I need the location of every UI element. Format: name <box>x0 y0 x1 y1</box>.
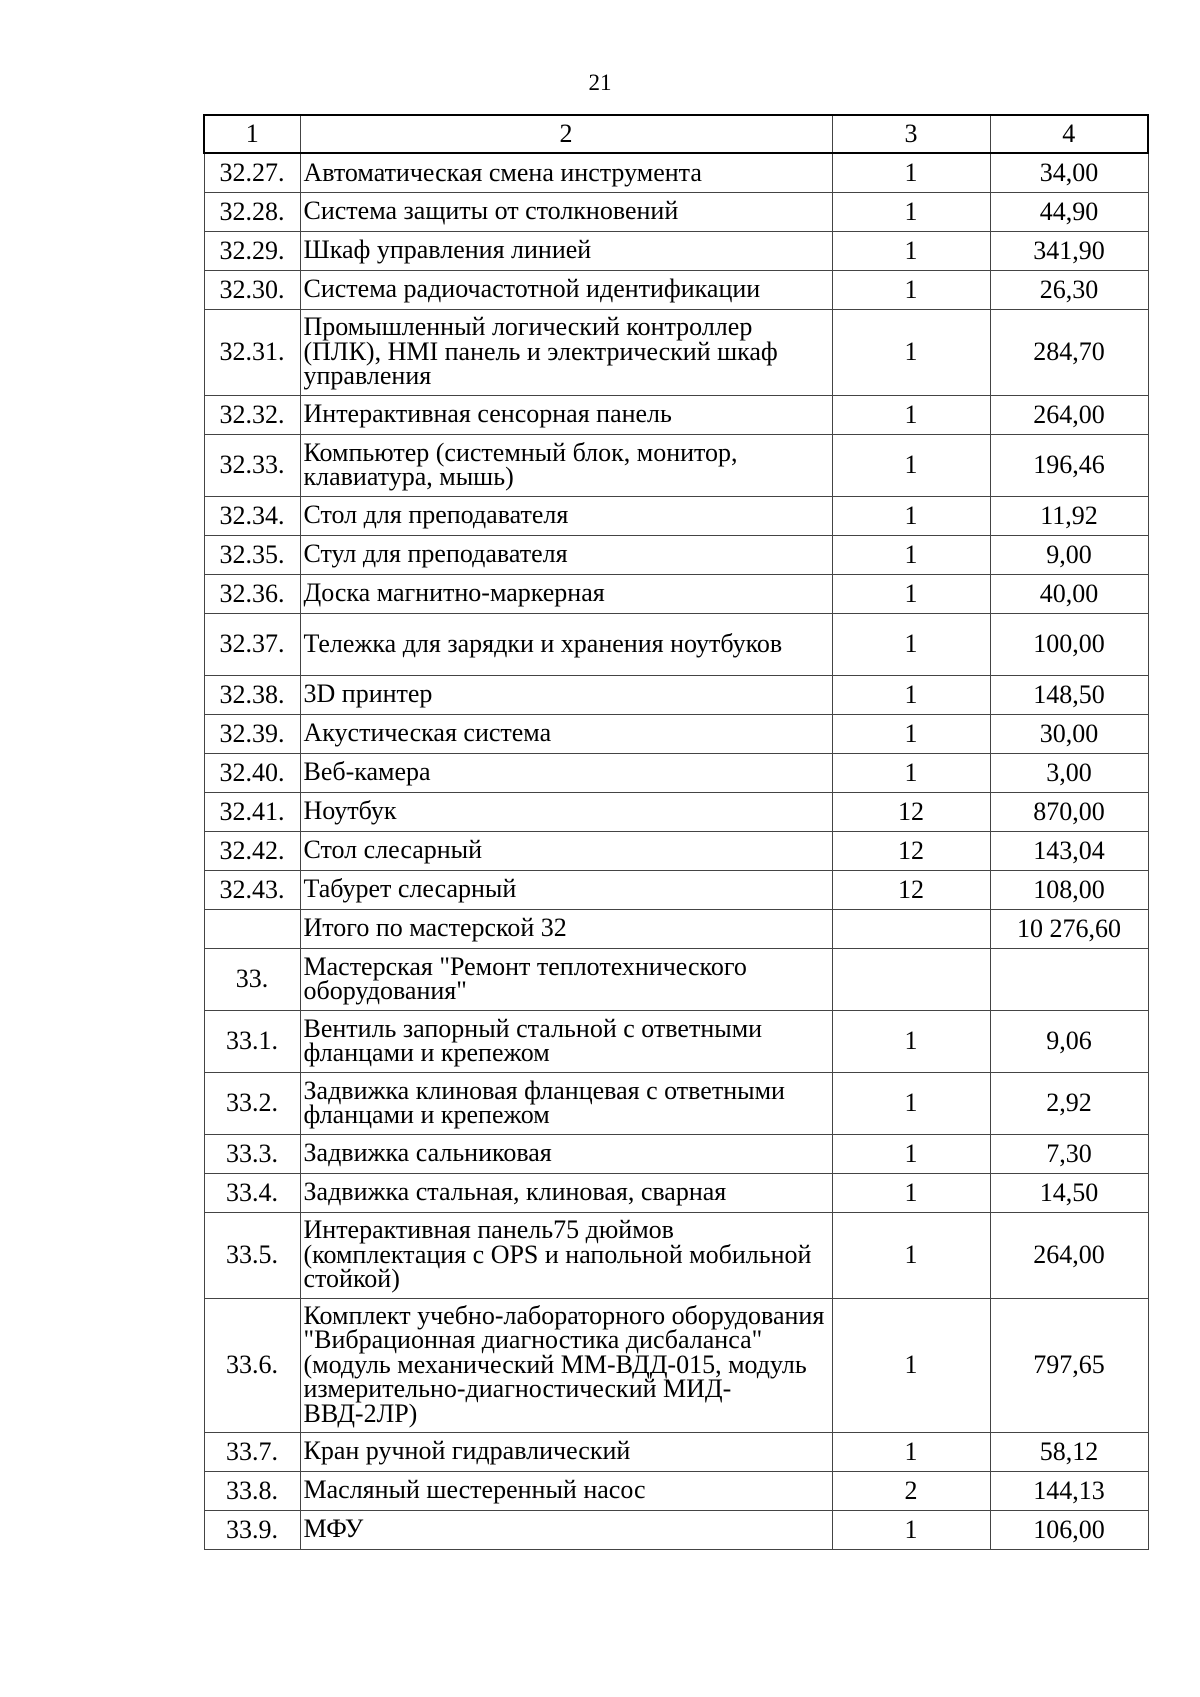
row-quantity: 1 <box>832 613 990 675</box>
row-quantity: 1 <box>832 153 990 192</box>
row-quantity: 1 <box>832 192 990 231</box>
table-row <box>204 675 1148 714</box>
row-number: 33.4. <box>204 1173 300 1212</box>
row-quantity: 1 <box>832 753 990 792</box>
row-quantity: 1 <box>832 1212 990 1298</box>
row-number: 32.35. <box>204 535 300 574</box>
row-name: Кран ручной гидравлический <box>300 1432 832 1471</box>
row-name: Вентиль запорный стальной с ответными фланцами и крепежом <box>300 1010 832 1072</box>
row-name: Тележка для зарядки и хранения ноутбуков <box>300 613 832 675</box>
row-quantity: 1 <box>832 1134 990 1173</box>
row-number: 33.3. <box>204 1134 300 1173</box>
row-cost: 148,50 <box>990 675 1148 714</box>
row-name: Задвижка сальниковая <box>300 1134 832 1173</box>
row-quantity: 12 <box>832 831 990 870</box>
row-name: Промышленный логический контроллер (ПЛК), HMI панель и электрический шкаф управления <box>300 309 832 395</box>
table-row <box>204 309 1148 395</box>
row-cost: 44,90 <box>990 192 1148 231</box>
row-quantity: 1 <box>832 270 990 309</box>
row-name: Автоматическая смена инструмента <box>300 153 832 192</box>
row-cost: 3,00 <box>990 753 1148 792</box>
row-number: 33. <box>204 948 300 1010</box>
row-number: 33.6. <box>204 1298 300 1432</box>
row-number: 32.31. <box>204 309 300 395</box>
row-name: Мастерская "Ремонт теплотехнического оборудования" <box>300 948 832 1010</box>
row-cost: 11,92 <box>990 496 1148 535</box>
row-cost: 9,00 <box>990 535 1148 574</box>
row-quantity: 1 <box>832 1072 990 1134</box>
row-quantity: 1 <box>832 535 990 574</box>
row-number: 32.40. <box>204 753 300 792</box>
row-number: 32.36. <box>204 574 300 613</box>
row-quantity: 1 <box>832 574 990 613</box>
row-number: 32.41. <box>204 792 300 831</box>
table-row <box>204 792 1148 831</box>
table-row <box>204 153 1148 192</box>
table-row <box>204 1072 1148 1134</box>
row-name: Стол для преподавателя <box>300 496 832 535</box>
table-row <box>204 948 1148 1010</box>
row-number: 32.39. <box>204 714 300 753</box>
row-quantity: 12 <box>832 870 990 909</box>
row-number: 33.7. <box>204 1432 300 1471</box>
table-row <box>204 1298 1148 1432</box>
table-row <box>204 1510 1148 1549</box>
row-cost: 9,06 <box>990 1010 1148 1072</box>
row-quantity: 2 <box>832 1471 990 1510</box>
table-row <box>204 909 1148 948</box>
column-header-3: 3 <box>832 115 990 153</box>
row-cost: 40,00 <box>990 574 1148 613</box>
row-quantity: 1 <box>832 1010 990 1072</box>
table-row <box>204 1432 1148 1471</box>
table-row <box>204 1010 1148 1072</box>
row-name: Итого по мастерской 32 <box>300 909 832 948</box>
row-name: Задвижка стальная, клиновая, сварная <box>300 1173 832 1212</box>
row-cost: 34,00 <box>990 153 1148 192</box>
row-name: Комплект учебно-лабораторного оборудования "Вибрационная диагностика дисбаланса" (модуль механический ММ-ВДД-015, модуль измерительно-диагностический МИД-ВВД-2ЛР) <box>300 1298 832 1432</box>
row-name: Доска магнитно-маркерная <box>300 574 832 613</box>
table-row <box>204 870 1148 909</box>
row-quantity: 1 <box>832 231 990 270</box>
row-number: 32.38. <box>204 675 300 714</box>
row-number: 32.32. <box>204 395 300 434</box>
row-quantity: 1 <box>832 675 990 714</box>
row-name: Система радиочастотной идентификации <box>300 270 832 309</box>
row-name: Стул для преподавателя <box>300 535 832 574</box>
row-name: 3D принтер <box>300 675 832 714</box>
row-name: Интерактивная панель75 дюймов (комплектация с OPS и напольной мобильной стойкой) <box>300 1212 832 1298</box>
row-cost: 144,13 <box>990 1471 1148 1510</box>
row-cost: 100,00 <box>990 613 1148 675</box>
row-quantity: 1 <box>832 309 990 395</box>
row-number: 33.5. <box>204 1212 300 1298</box>
table-row <box>204 535 1148 574</box>
table-row <box>204 613 1148 675</box>
row-number: 33.8. <box>204 1471 300 1510</box>
row-cost: 10 276,60 <box>990 909 1148 948</box>
row-quantity: 1 <box>832 496 990 535</box>
row-name: Стол слесарный <box>300 831 832 870</box>
row-name: Масляный шестеренный насос <box>300 1471 832 1510</box>
row-cost: 106,00 <box>990 1510 1148 1549</box>
row-number: 33.2. <box>204 1072 300 1134</box>
row-cost: 108,00 <box>990 870 1148 909</box>
row-quantity: 1 <box>832 1173 990 1212</box>
row-quantity <box>832 948 990 1010</box>
row-cost: 7,30 <box>990 1134 1148 1173</box>
row-number: 32.27. <box>204 153 300 192</box>
row-cost: 30,00 <box>990 714 1148 753</box>
row-number: 32.29. <box>204 231 300 270</box>
table-row <box>204 1134 1148 1173</box>
row-number: 33.9. <box>204 1510 300 1549</box>
row-number: 32.30. <box>204 270 300 309</box>
table-body <box>204 115 1148 1549</box>
row-cost: 14,50 <box>990 1173 1148 1212</box>
table-row <box>204 496 1148 535</box>
row-cost: 143,04 <box>990 831 1148 870</box>
row-name: Система защиты от столкновений <box>300 192 832 231</box>
row-cost: 58,12 <box>990 1432 1148 1471</box>
table-row <box>204 1212 1148 1298</box>
row-quantity <box>832 909 990 948</box>
column-header-1: 1 <box>204 115 300 153</box>
row-cost: 284,70 <box>990 309 1148 395</box>
table-row <box>204 395 1148 434</box>
row-cost: 341,90 <box>990 231 1148 270</box>
table-row <box>204 753 1148 792</box>
row-number: 32.43. <box>204 870 300 909</box>
row-name: Табурет слесарный <box>300 870 832 909</box>
row-cost: 196,46 <box>990 434 1148 496</box>
table-row <box>204 270 1148 309</box>
row-cost: 264,00 <box>990 1212 1148 1298</box>
row-number: 32.42. <box>204 831 300 870</box>
row-name: Ноутбук <box>300 792 832 831</box>
table-row <box>204 831 1148 870</box>
row-cost <box>990 948 1148 1010</box>
column-header-2: 2 <box>300 115 832 153</box>
row-quantity: 12 <box>832 792 990 831</box>
row-name: Задвижка клиновая фланцевая с ответными фланцами и крепежом <box>300 1072 832 1134</box>
row-quantity: 1 <box>832 1298 990 1432</box>
row-name: Веб-камера <box>300 753 832 792</box>
row-quantity: 1 <box>832 1510 990 1549</box>
equipment-table <box>203 114 1149 1550</box>
column-header-4: 4 <box>990 115 1148 153</box>
table-row <box>204 434 1148 496</box>
table-row <box>204 192 1148 231</box>
row-quantity: 1 <box>832 1432 990 1471</box>
row-cost: 264,00 <box>990 395 1148 434</box>
table-row <box>204 1471 1148 1510</box>
table-row <box>204 714 1148 753</box>
row-name: Интерактивная сенсорная панель <box>300 395 832 434</box>
row-name: Акустическая система <box>300 714 832 753</box>
row-number: 32.28. <box>204 192 300 231</box>
header-row <box>204 115 1148 153</box>
row-name: Компьютер (системный блок, монитор, клавиатура, мышь) <box>300 434 832 496</box>
row-cost: 26,30 <box>990 270 1148 309</box>
row-number: 32.34. <box>204 496 300 535</box>
row-cost: 2,92 <box>990 1072 1148 1134</box>
table-row <box>204 1173 1148 1212</box>
row-name: Шкаф управления линией <box>300 231 832 270</box>
row-number: 33.1. <box>204 1010 300 1072</box>
row-quantity: 1 <box>832 395 990 434</box>
table-row <box>204 231 1148 270</box>
row-quantity: 1 <box>832 714 990 753</box>
row-cost: 870,00 <box>990 792 1148 831</box>
row-number <box>204 909 300 948</box>
row-cost: 797,65 <box>990 1298 1148 1432</box>
row-quantity: 1 <box>832 434 990 496</box>
page-number: 21 <box>588 70 612 95</box>
row-name: МФУ <box>300 1510 832 1549</box>
row-number: 32.37. <box>204 613 300 675</box>
table-row <box>204 574 1148 613</box>
row-number: 32.33. <box>204 434 300 496</box>
